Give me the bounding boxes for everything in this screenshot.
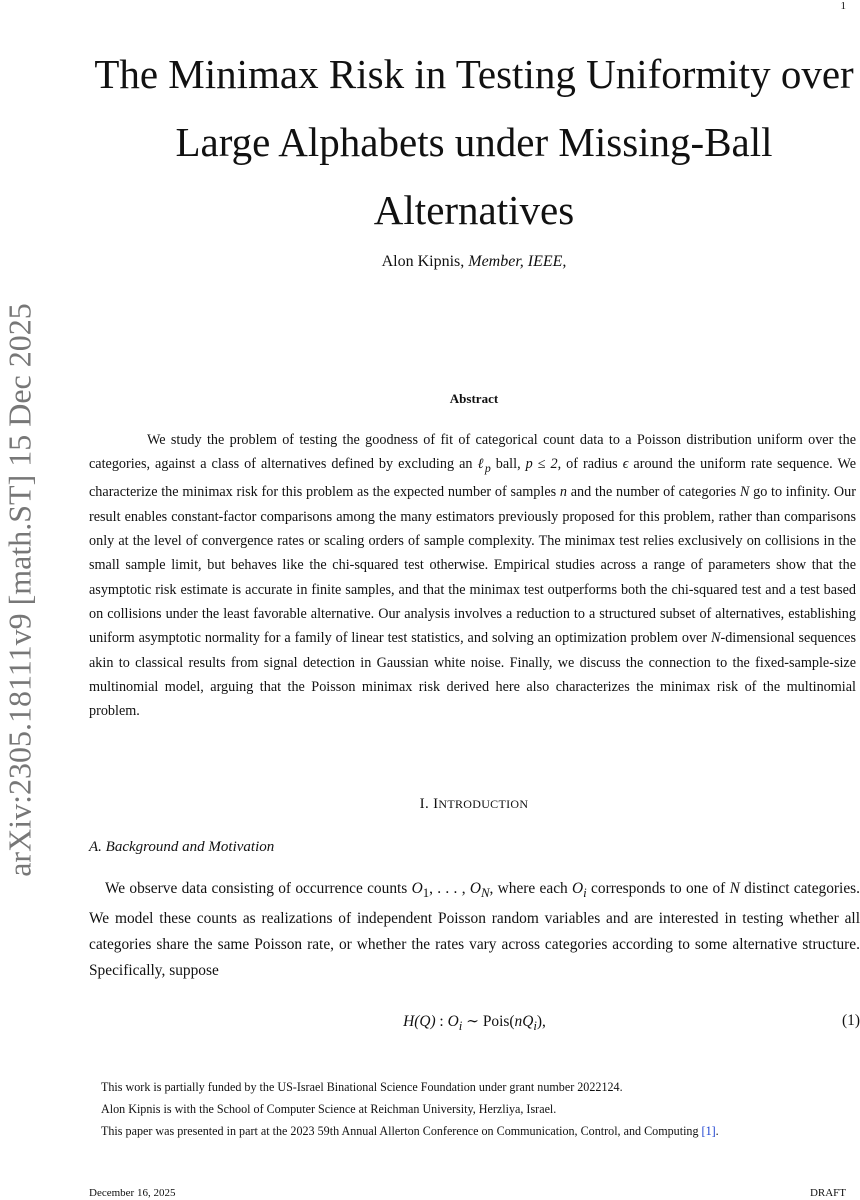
eq-pois: Pois bbox=[482, 1013, 510, 1030]
footnote-text: This paper was presented in part at the 2023 59th Annual Allerton Conference on Communication, Control, and Computing bbox=[101, 1124, 702, 1138]
math-ell: ℓ bbox=[477, 456, 485, 473]
intro-text: , where each bbox=[489, 880, 573, 897]
section-heading-introduction bbox=[90, 796, 858, 813]
arxiv-identifier-stamp: arXiv:2305.18111v9 [math.ST] 15 Dec 2025 bbox=[1, 303, 38, 877]
math-n: n bbox=[559, 484, 567, 501]
title-line-3: Alternatives bbox=[373, 187, 575, 233]
math-epsilon: ϵ bbox=[622, 456, 629, 473]
footnote-conference bbox=[101, 1120, 841, 1142]
eq-colon: : bbox=[435, 1013, 448, 1030]
footnote-funding: This work is partially funded by the US-Israel Binational Science Foundation under grant number 2022124. bbox=[101, 1080, 623, 1094]
footnote-text: . bbox=[715, 1124, 719, 1138]
author-affiliation: Member, IEEE, bbox=[468, 253, 567, 270]
equation-body bbox=[89, 1012, 860, 1034]
math-N: N bbox=[729, 880, 740, 897]
eq-subscript: i bbox=[458, 1019, 463, 1034]
math-O: O bbox=[469, 880, 481, 897]
intro-text: We observe data consisting of occurrence counts bbox=[105, 880, 412, 897]
title-line-1: The Minimax Risk in Testing Uniformity over bbox=[94, 51, 854, 97]
math-subscript: i bbox=[583, 886, 587, 901]
footer-date: December 16, 2025 bbox=[89, 1187, 176, 1199]
intro-text: corresponds to one of bbox=[586, 880, 730, 897]
abstract-text: ball, bbox=[490, 456, 526, 473]
footer-draft-label: DRAFT bbox=[809, 1187, 846, 1199]
math-ell-subscript: p bbox=[484, 461, 491, 476]
abstract-body bbox=[89, 428, 856, 723]
math-p-bound: p ≤ 2 bbox=[525, 456, 558, 473]
math-subscript: N bbox=[480, 886, 490, 901]
citation-link[interactable]: [1] bbox=[701, 1124, 716, 1138]
section-numeral: I. bbox=[419, 796, 430, 812]
intro-text: distinct categories. We model these counts as realizations of independent Poisson random variables and are interested in testing whether all categories share the same Poisson rate, or whether the rates vary across categories according to some alternative structure. Specifically, suppose bbox=[89, 880, 860, 980]
abstract-text: -dimensional sequences akin to classical results from signal detection in Gaussian white noise. Finally, we discuss the connection to the fixed-sample-size multinomial model, arguing that the Poisson minimax risk derived here also characterizes the minimax risk of the multinomial problem. bbox=[89, 630, 857, 720]
math-N: N bbox=[711, 630, 721, 647]
math-ellipsis: , . . . , bbox=[429, 880, 470, 897]
eq-observation: O bbox=[447, 1013, 459, 1030]
abstract-text: around the uniform rate sequence. We characterize the minimax risk for this problem as the expected number of samples bbox=[89, 456, 857, 501]
math-N: N bbox=[739, 484, 750, 501]
section-title-rest: NTRODUCTION bbox=[438, 797, 529, 811]
abstract-text: , of radius bbox=[557, 456, 623, 473]
math-O: O bbox=[572, 880, 584, 897]
abstract-text: and the number of categories bbox=[566, 484, 740, 501]
abstract-text: go to infinity. Our result enables constant-factor comparisons among the many estimators previously proposed for this problem, rather than comparisons only at the level of convergence rates or scaling orders of sample complexity. The minimax test relies exclusively on collisions in the small sample limit, but behaves like the chi-squared test otherwise. Empirical studies across a range of parameters show that the asymptotic risk estimate is accurate in finite samples, and that the minimax test outperforms both the chi-squared test and a test based on collisions under the least favorable alternative. Our analysis involves a reduction to a structured subset of alternatives, establishing uniform asymptotic normality for a family of linear test statistics, and solving an optimization problem over bbox=[89, 484, 856, 647]
author-line bbox=[90, 253, 858, 271]
math-O: O bbox=[411, 880, 423, 897]
eq-argument: nQ bbox=[514, 1013, 534, 1030]
abstract-text: We study the problem of testing the goodness of fit of categorical count data to a Poisson distribution uniform over the categories, against a class of alternatives defined by excluding an bbox=[89, 432, 856, 473]
author-name: Alon Kipnis, bbox=[381, 253, 465, 270]
intro-paragraph bbox=[89, 876, 860, 984]
subsection-heading: A. Background and Motivation bbox=[89, 839, 275, 855]
math-subscript: 1 bbox=[422, 886, 430, 901]
equation-number: (1) bbox=[842, 1012, 860, 1029]
eq-paren-close: ), bbox=[536, 1013, 546, 1030]
abstract-heading: Abstract bbox=[449, 391, 499, 406]
title-line-2: Large Alphabets under Missing-Ball bbox=[175, 119, 773, 165]
page-number: 1 bbox=[840, 0, 846, 12]
footnotes bbox=[101, 1076, 841, 1142]
eq-sim: ∼ bbox=[462, 1013, 483, 1030]
footnote-affiliation: Alon Kipnis is with the School of Computer Science at Reichman University, Herzliya, Israel. bbox=[101, 1102, 557, 1116]
equation-1 bbox=[89, 1012, 860, 1038]
eq-subscript: i bbox=[533, 1019, 537, 1034]
section-initial: I bbox=[433, 796, 439, 812]
eq-lhs: H(Q) bbox=[403, 1013, 436, 1030]
paper-title bbox=[90, 40, 858, 244]
eq-paren-open: ( bbox=[509, 1013, 515, 1030]
